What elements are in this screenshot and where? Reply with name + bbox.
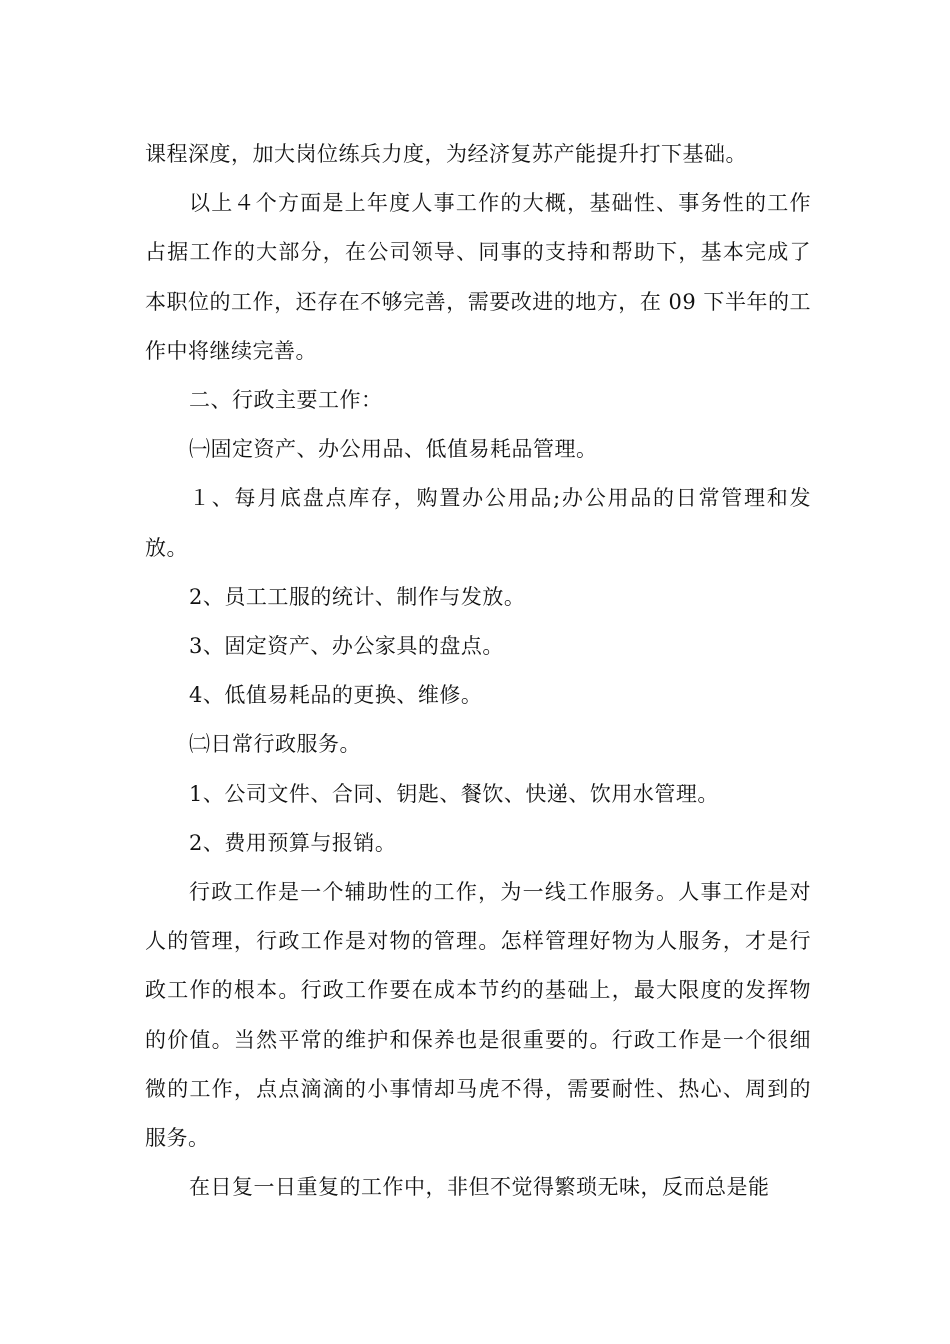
list-item: １、每月底盘点库存，购置办公用品;办公用品的日常管理和发放。 <box>145 486 811 560</box>
subsection-heading-assets: ㈠固定资产、办公用品、低值易耗品管理。 <box>189 437 598 462</box>
section-heading-admin: 二、行政主要工作： <box>189 388 383 413</box>
subsection-heading-services: ㈡日常行政服务。 <box>189 732 361 757</box>
paragraph-admin-summary: 行政工作是一个辅助性的工作，为一线工作服务。人事工作是对人的管理，行政工作是对物的管理。怎样管理好物为人服务，才是行政工作的根本。行政工作要在成本节约的基础上，最大限度的发挥物的价值。当然平常的维护和保养也是很重要的。行政工作是一个很细微的工作，点点滴滴的小事情却马虎不得，需要耐性、热心、周到的服务。 <box>145 880 811 1151</box>
list-item: 4、低值易耗品的更换、维修。 <box>189 683 483 708</box>
paragraph-closing: 在日复一日重复的工作中，非但不觉得繁琐无味，反而总是能 <box>189 1175 770 1200</box>
paragraph-2: 以上４个方面是上年度人事工作的大概，基础性、事务性的工作占据工作的大部分，在公司领导、同事的支持和帮助下，基本完成了本职位的工作，还存在不够完善，需要改进的地方，在 09 下半年的工作中将继续完善。 <box>145 191 811 363</box>
paragraph-1: 课程深度，加大岗位练兵力度，为经济复苏产能提升打下基础。 <box>145 142 747 166</box>
list-item: 3、固定资产、办公家具的盘点。 <box>189 634 504 659</box>
list-item: 1、公司文件、合同、钥匙、餐饮、快递、饮用水管理。 <box>189 781 719 806</box>
list-item: 2、员工工服的统计、制作与发放。 <box>189 584 526 609</box>
list-item: 2、费用预算与报销。 <box>189 830 397 855</box>
document-body <box>145 130 811 1212</box>
